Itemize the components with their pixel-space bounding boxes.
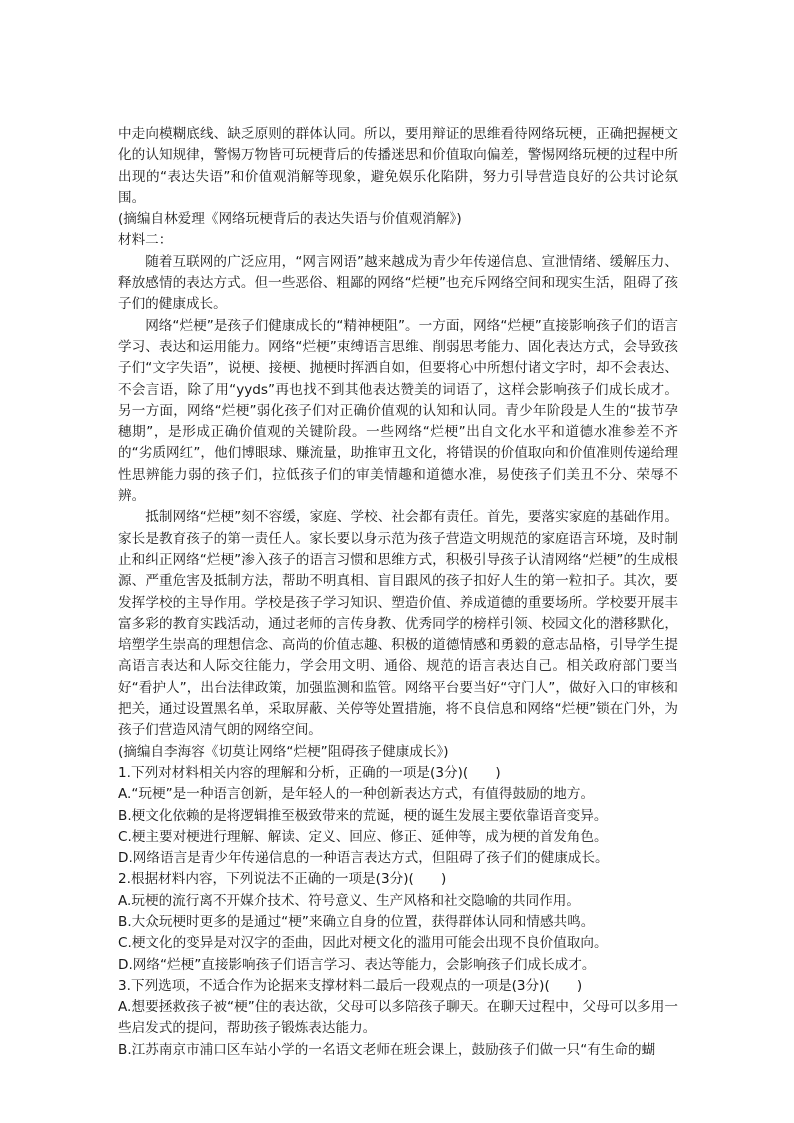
option-c: C.梗文化的变异是对汉字的歪曲，因此对梗文化的滥用可能会出现不良价值取向。: [118, 935, 608, 952]
material1-tail-paragraph: 中走向模糊底线、缺乏原则的群体认同。所以，要用辩证的思维看待网络玩梗，正确把握梗文化的认知规律，警惕万物皆可玩梗背后的传播迷思和价值取向偏差，警惕网络玩梗的过程中所出现的“表达失语”和价值观消解等现象，避免娱乐化陷阱，努力引导营造良好的公共讨论氛围。: [118, 126, 678, 206]
option-b: B.大众玩梗时更多的是通过“梗”来确立自身的位置，获得群体认同和情感共鸣。: [118, 913, 595, 930]
option-a: A.“玩梗”是一种语言创新，是年轻人的一种创新表达方式，有值得鼓励的地方。: [118, 786, 595, 803]
question-stem: 3.下列选项，不适合作为论据来支撑材料二最后一段观点的一项是(3分)( ): [118, 977, 583, 994]
option-a: A.玩梗的流行离不开媒介技术、符号意义、生产风格和社交隐喻的共同作用。: [118, 892, 580, 909]
question-3: [118, 976, 678, 1061]
material2-heading: 材料二：: [118, 232, 173, 249]
option-a: A.想要拯救孩子被“梗”住的表达欲，父母可以多陪孩子聊天。在聊天过程中，父母可以多用一些启发式的提问，帮助孩子锻炼表达能力。: [118, 999, 678, 1037]
material2-paragraph: 网络“烂梗”是孩子们健康成长的“精神梗阻”。一方面，网络“烂梗”直接影响孩子们的语言学习、表达和运用能力。网络“烂梗”束缚语言思维、削弱思考能力、固化表达方式，会导致孩子们“文字失语”，说梗、接梗、抛梗时挥洒自如，但要将心中所想付诸文字时，却不会表达、不会言语，除了用“yyds”再也找不到其他表达赞美的词语了，这样会影响孩子们成长成才。另一方面，网络“烂梗”弱化孩子们对正确价值观的认知和认同。青少年阶段是人生的“拔节孕穗期”，是形成正确价值观的关键阶段。一些网络“烂梗”出自文化水平和道德水准参差不齐的“劣质网红”，他们博眼球、赚流量，助推审丑文化，将错误的价值取向和价值准则传递给理性思辨能力弱的孩子们，拉低孩子们的审美情趣和道德水准，易使孩子们美丑不分、荣辱不辨。: [118, 317, 678, 505]
document-page: [118, 124, 678, 1061]
question-1: [118, 763, 678, 869]
material2-source: (摘编自李海容《切莫让网络“烂梗”阻碍孩子健康成长》): [118, 743, 449, 760]
option-d: D.网络语言是青少年传递信息的一种语言表达方式，但阻碍了孩子们的健康成长。: [118, 850, 609, 867]
material1-source: (摘编自林爱理《网络玩梗背后的表达失语与价值观消解》): [118, 211, 462, 228]
question-stem: 1.下列对材料相关内容的理解和分析，正确的一项是(3分)( ): [118, 764, 501, 781]
question-2: [118, 869, 678, 975]
option-c: C.梗主要对梗进行理解、解读、定义、回应、修正、延伸等，成为梗的首发角色。: [118, 828, 608, 845]
option-d: D.网络“烂梗”直接影响孩子们语言学习、表达等能力，会影响孩子们成长成才。: [118, 956, 596, 973]
option-b: B.梗文化依赖的是将逻辑推至极致带来的荒诞，梗的诞生发展主要依靠语音变异。: [118, 807, 608, 824]
material2-paragraph: 随着互联网的广泛应用，“网言网语”越来越成为青少年传递信息、宣泄情绪、缓解压力、释放感情的表达方式。但一些恶俗、粗鄙的网络“烂梗”也充斥网络空间和现实生活，阻碍了孩子们的健康成长。: [118, 253, 678, 313]
question-stem: 2.根据材料内容，下列说法不正确的一项是(3分)( ): [118, 871, 447, 888]
material2-paragraph: 抵制网络“烂梗”刻不容缓，家庭、学校、社会都有责任。首先，要落实家庭的基础作用。家长是教育孩子的第一责任人。家长要以身示范为孩子营造文明规范的家庭语言环境，及时制止和纠正网络“烂梗”渗入孩子的语言习惯和思维方式，积极引导孩子认清网络“烂梗”的生成根源、严重危害及抵制方法，帮助不明真相、盲目跟风的孩子扣好人生的第一粒扣子。其次，要发挥学校的主导作用。学校是孩子学习知识、塑造价值、养成道德的重要场所。学校要开展丰富多彩的教育实践活动，通过老师的言传身教、优秀同学的榜样引领、校园文化的潜移默化，培塑学生崇高的理想信念、高尚的价值志趣、积极的道德情感和勇毅的意志品格，引导学生提高语言表达和人际交往能力，学会用文明、通俗、规范的语言表达自己。相关政府部门要当好“看护人”，出台法律政策，加强监测和监管。网络平台要当好“守门人”，做好入口的审核和把关，通过设置黑名单，采取屏蔽、关停等处置措施，将不良信息和网络“烂梗”锁在门外，为孩子们营造风清气朗的网络空间。: [118, 509, 678, 739]
option-b: B.江苏南京市浦口区车站小学的一名语文老师在班会课上，鼓励孩子们做一只“有生命的蝴: [118, 1041, 656, 1058]
